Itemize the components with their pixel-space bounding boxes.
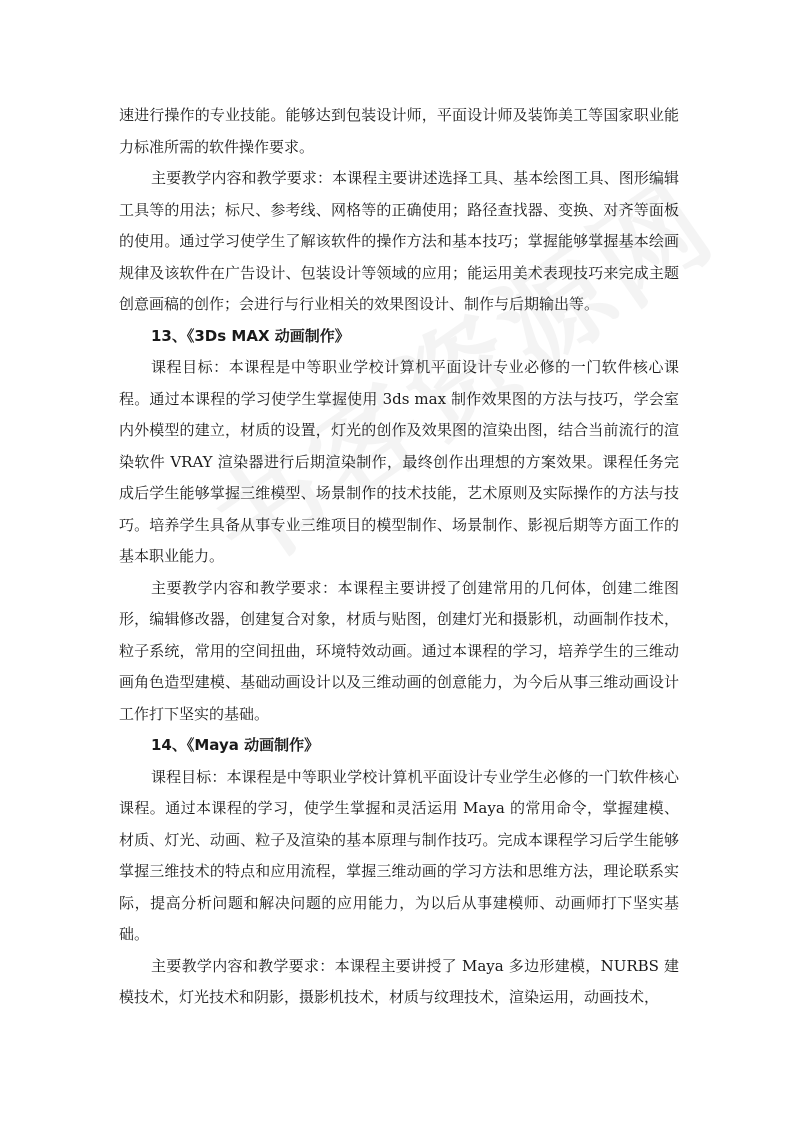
paragraph-3dsmax-goal: 课程目标：本课程是中等职业学校计算机平面设计专业必修的一门软件核心课程。通过本课程的学习使学生掌握使用 3ds max 制作效果图的方法与技巧，学会室内外模型的建立，材质的设置，灯光的创作及效果图的渲染出图，结合当前流行的渲染软件 VRAY 渲染器进行后期渲染制作，最终创作出理想的方案效果。课程任务完成后学生能够掌握三维模型、场景制作的技术技能，艺术原则及实际操作的方法与技巧。培养学生具备从事专业三维项目的模型制作、场景制作、影视后期等方面工作的基本职业能力。 xyxy=(119,358,679,565)
paragraph-3dsmax-content: 主要教学内容和教学要求：本课程主要讲授了创建常用的几何体，创建二维图形，编辑修改器，创建复合对象，材质与贴图，创建灯光和摄影机，动画制作技术，粒子系统，常用的空间扭曲，环境特效动画。通过本课程的学习，培养学生的三维动画角色造型建模、基础动画设计以及三维动画的创意能力，为今后从事三维动画设计工作打下坚实的基础。 xyxy=(119,578,679,723)
paragraph-teaching-content: 主要教学内容和教学要求：本课程主要讲述选择工具、基本绘图工具、图形编辑工具等的用法；标尺、参考线、网格等的正确使用；路径查找器、变换、对齐等面板的使用。通过学习使学生了解该软件的操作方法和基本技巧；掌握能够掌握基本绘画规律及该软件在广告设计、包装设计等领域的应用；能运用美术表现技巧来完成主题创意画稿的创作；会进行与行业相关的效果图设计、制作与后期输出等。 xyxy=(119,169,679,313)
section-heading-maya: 14、《Maya 动画制作》 xyxy=(151,736,320,754)
paragraph-continuation: 速进行操作的专业技能。能够达到包装设计师，平面设计师及装饰美工等国家职业能力标准所需的软件操作要求。 xyxy=(119,106,679,156)
page-content xyxy=(119,100,679,1014)
section-heading-3dsmax: 13、《3Ds MAX 动画制作》 xyxy=(151,326,350,345)
paragraph-maya-goal: 课程目标：本课程是中等职业学校计算机平面设计专业学生必修的一门软件核心课程。通过本课程的学习，使学生掌握和灵活运用 Maya 的常用命令，掌握建模、材质、灯光、动画、粒子及渲染的基本原理与制作技巧。完成本课程学习后学生能够掌握三维技术的特点和应用流程，掌握三维动画的学习方法和思维方法，理论联系实际，提高分析问题和解决问题的应用能力，为以后从事建模师、动画师打下坚实基础。 xyxy=(119,767,679,943)
paragraph-maya-content: 主要教学内容和教学要求：本课程主要讲授了 Maya 多边形建模，NURBS 建模技术，灯光技术和阴影，摄影机技术，材质与纹理技术，渲染运用，动画技术， xyxy=(119,956,679,1006)
